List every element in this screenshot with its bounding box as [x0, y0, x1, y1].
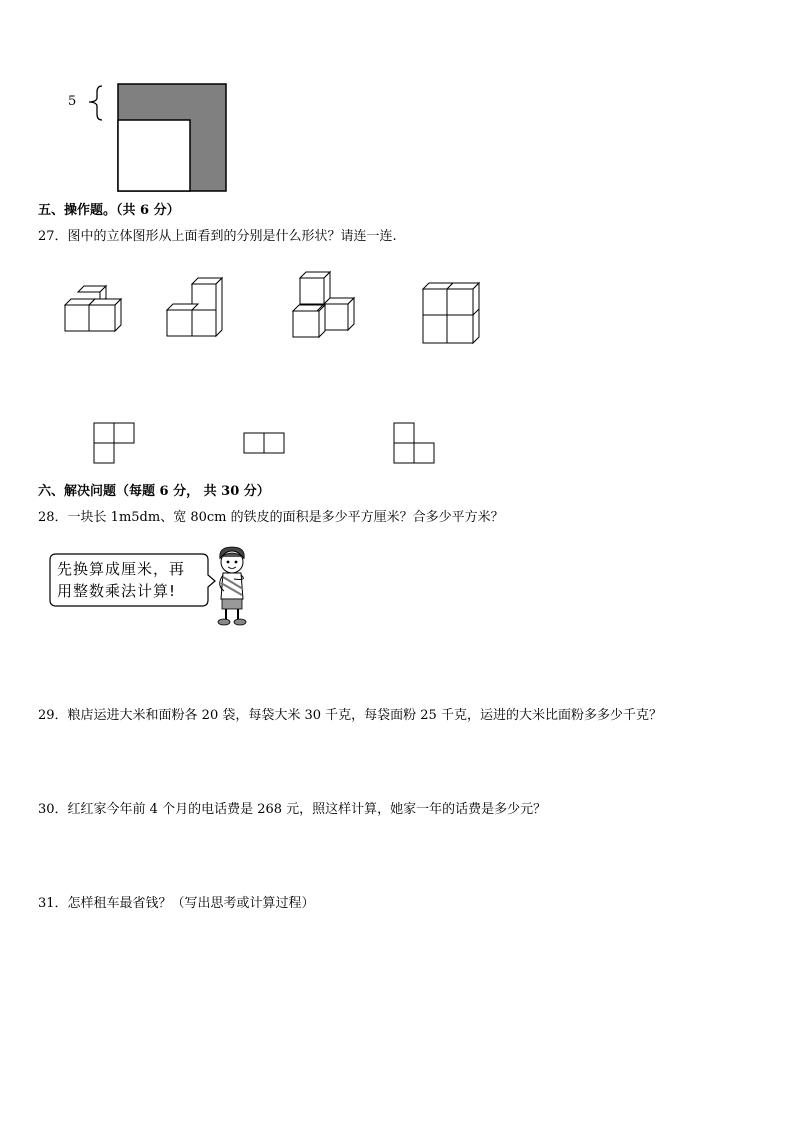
solid-figure-4	[418, 280, 488, 350]
question-27: 27．图中的立体图形从上面看到的分别是什么形状？请连一连.	[38, 229, 397, 244]
top-view-b	[243, 432, 288, 456]
brace	[91, 86, 102, 120]
question-28: 28．一块长 1m5dm、宽 80cm 的铁皮的面积是多少平方厘米？合多少平方米？	[38, 510, 504, 525]
top-view-c	[393, 422, 438, 467]
boy-illustration	[212, 545, 252, 629]
section-6-heading: 六、解决问题（每题 6 分， 共 30 分）	[38, 484, 270, 499]
solid-figure-3	[288, 270, 368, 345]
section-5-heading: 五、操作题。（共 6 分）	[38, 203, 180, 218]
speech-line-1: 先换算成厘米，再	[57, 560, 186, 578]
question-29: 29．粮店运进大米和面粉各 20 袋，每袋大米 30 千克，每袋面粉 25 千克，运进的大米比面粉多多少千克？	[38, 708, 662, 723]
solid-figure-2	[162, 272, 232, 342]
white-square	[118, 120, 190, 191]
figure-dimension-label: 5	[68, 94, 77, 109]
question-31: 31．怎样租车最省钱？（写出思考或计算过程）	[38, 896, 315, 911]
speech-line-2: 用整数乘法计算!	[57, 582, 177, 600]
shaded-square-figure	[85, 82, 230, 194]
question-30: 30．红红家今年前 4 个月的电话费是 268 元，照这样计算，她家一年的话费是多少元？	[38, 802, 547, 817]
top-view-a	[93, 422, 138, 467]
solid-figure-1	[60, 288, 130, 338]
